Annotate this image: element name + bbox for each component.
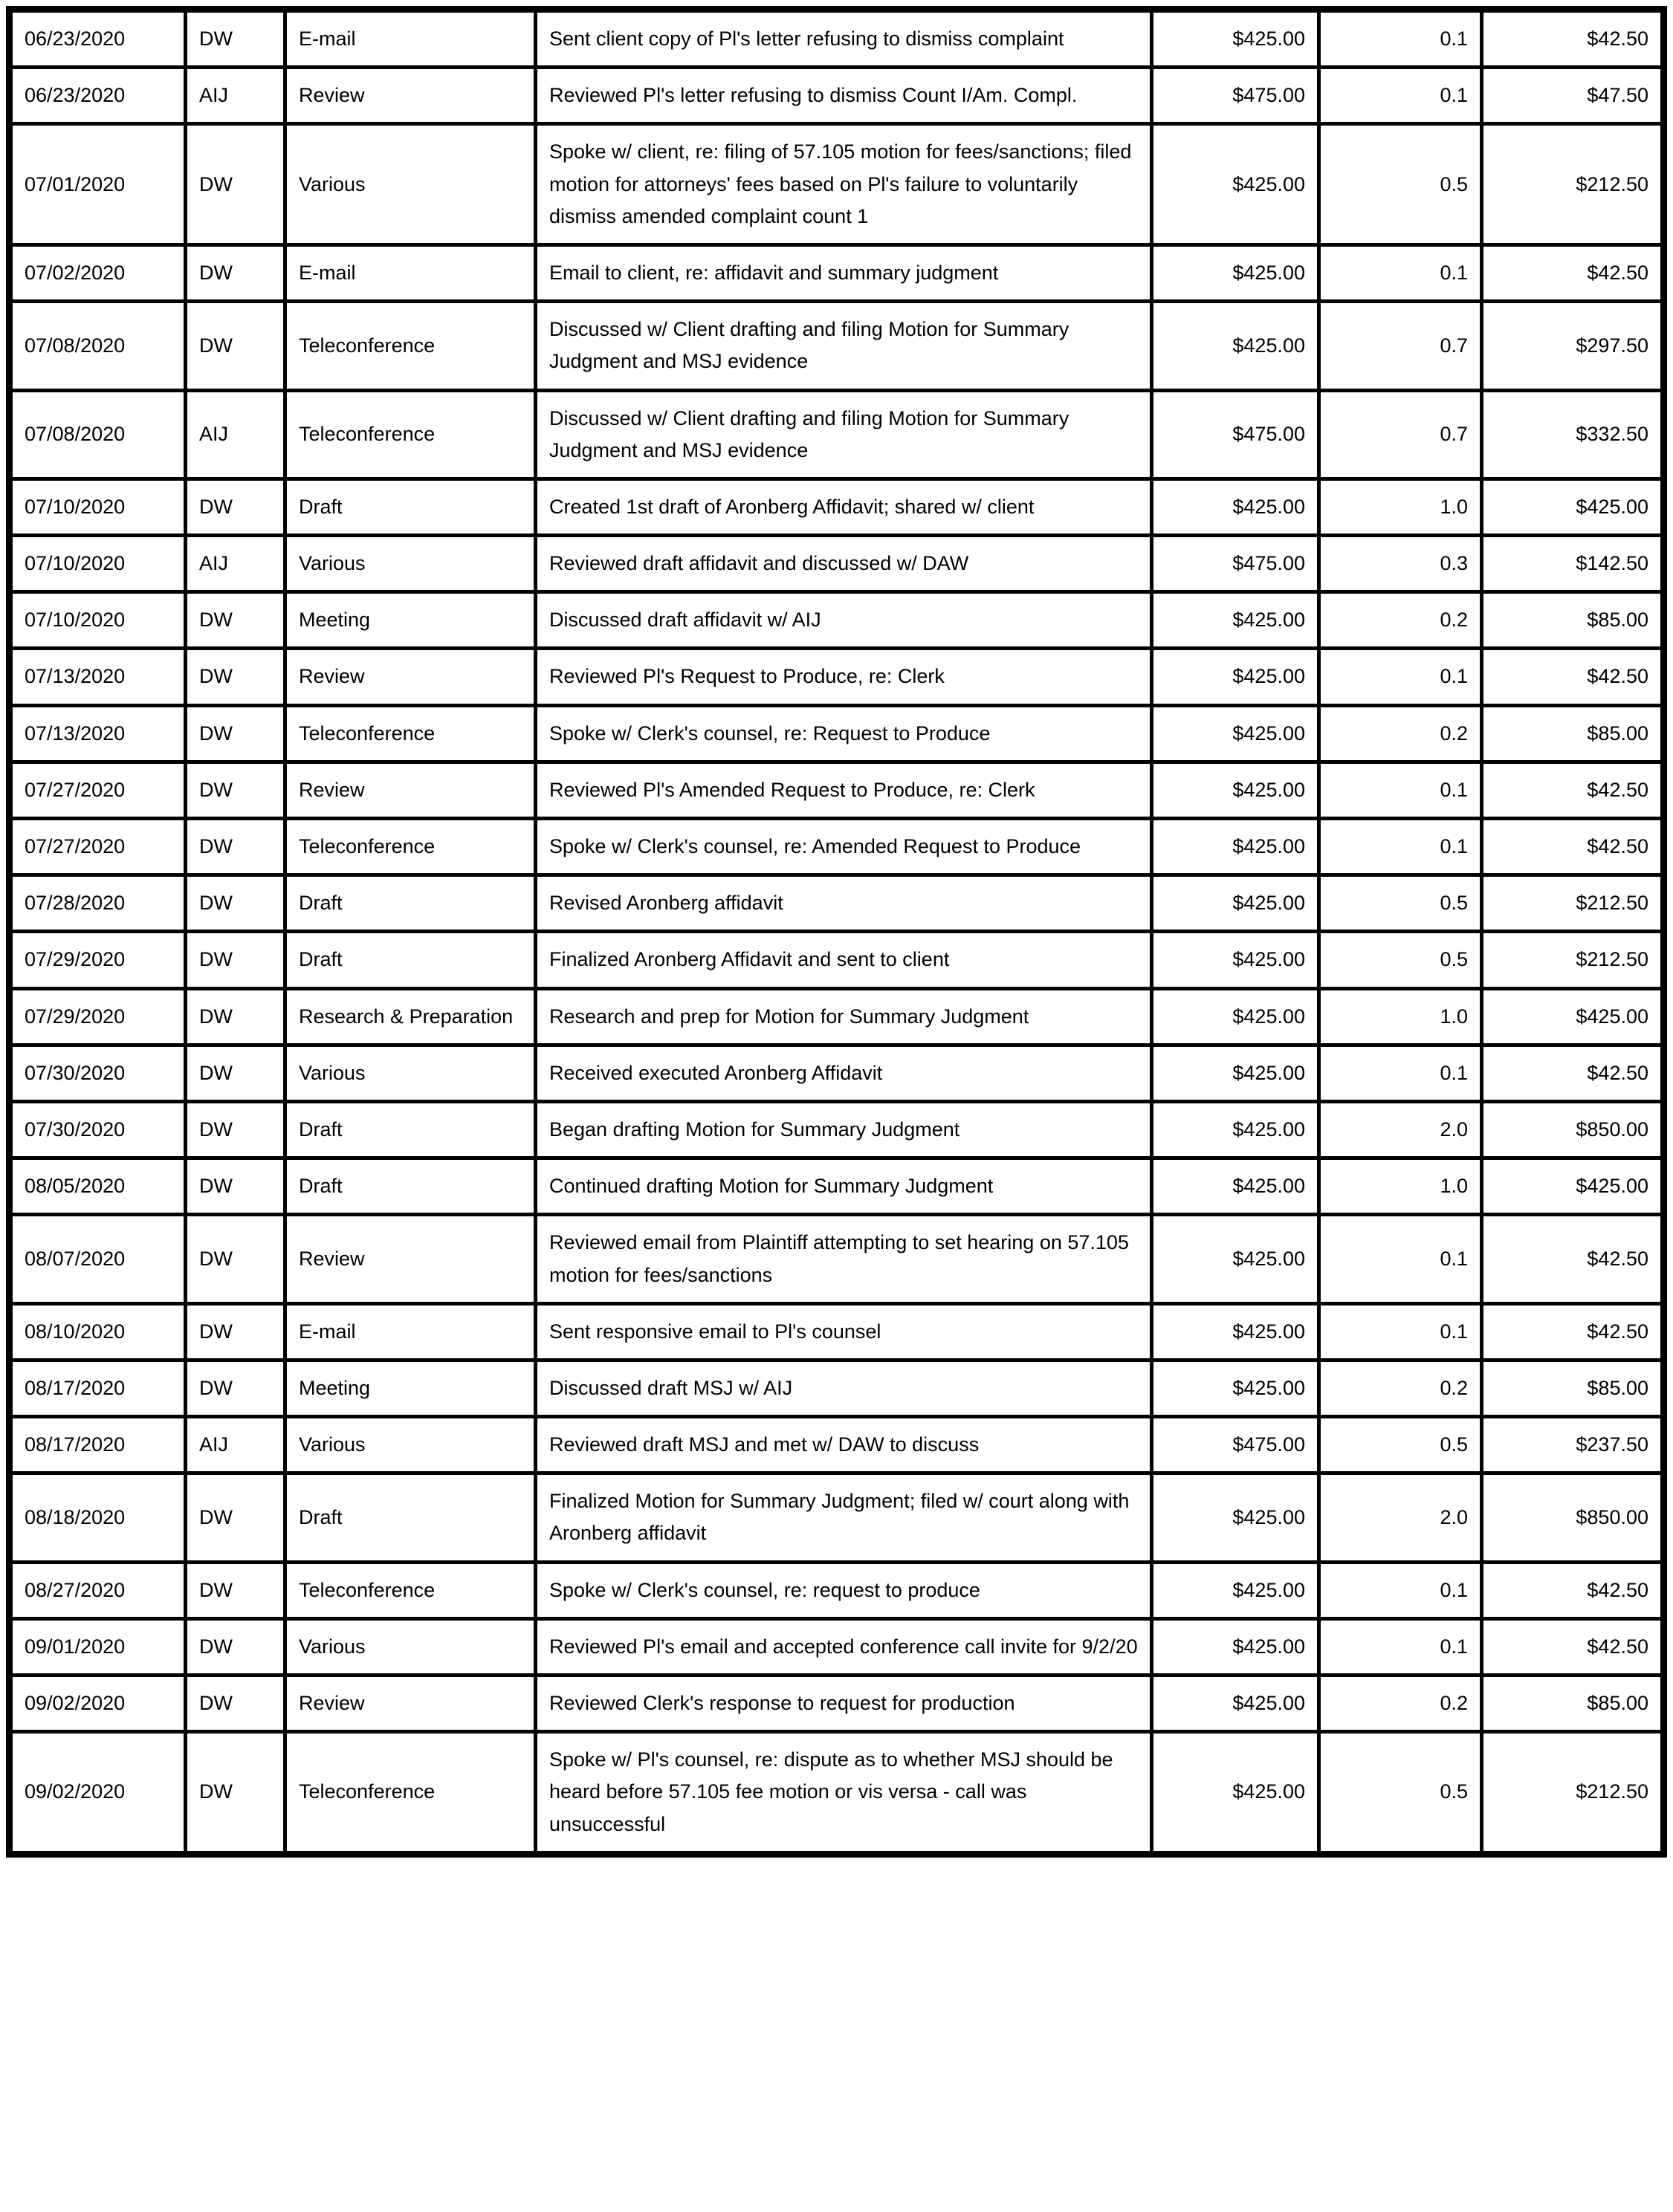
amount-cell: $42.50	[1482, 244, 1664, 301]
activity-cell: Various	[285, 1618, 536, 1675]
timekeeper-cell: DW	[186, 1360, 285, 1416]
description-cell: Spoke w/ Pl's counsel, re: dispute as to whether MSJ should be heard before 57.105 fee motion or vis versa - call was unsuccessful	[536, 1732, 1152, 1855]
rate-cell: $425.00	[1152, 1045, 1319, 1101]
activity-cell: Draft	[285, 932, 536, 988]
hours-cell: 2.0	[1319, 1473, 1482, 1562]
date-cell: 07/29/2020	[10, 988, 186, 1045]
description-cell: Finalized Aronberg Affidavit and sent to client	[536, 932, 1152, 988]
activity-cell: Teleconference	[285, 1562, 536, 1618]
description-cell: Reviewed Clerk's response to request for production	[536, 1676, 1152, 1732]
hours-cell: 0.2	[1319, 1676, 1482, 1732]
timekeeper-cell: DW	[186, 1618, 285, 1675]
description-cell: Spoke w/ Clerk's counsel, re: Request to Produce	[536, 705, 1152, 762]
timekeeper-cell: DW	[186, 1732, 285, 1855]
activity-cell: Various	[285, 1417, 536, 1473]
rate-cell: $425.00	[1152, 705, 1319, 762]
hours-cell: 0.1	[1319, 1215, 1482, 1303]
rate-cell: $425.00	[1152, 1562, 1319, 1618]
date-cell: 07/01/2020	[10, 124, 186, 245]
hours-cell: 0.5	[1319, 932, 1482, 988]
table-row	[10, 592, 1664, 649]
rate-cell: $425.00	[1152, 1473, 1319, 1562]
amount-cell: $42.50	[1482, 649, 1664, 705]
amount-cell: $47.50	[1482, 68, 1664, 124]
description-cell: Received executed Aronberg Affidavit	[536, 1045, 1152, 1101]
rate-cell: $425.00	[1152, 988, 1319, 1045]
date-cell: 07/10/2020	[10, 592, 186, 649]
activity-cell: Draft	[285, 875, 536, 932]
hours-cell: 0.1	[1319, 244, 1482, 301]
timekeeper-cell: DW	[186, 302, 285, 390]
date-cell: 07/10/2020	[10, 479, 186, 535]
date-cell: 08/07/2020	[10, 1215, 186, 1303]
rate-cell: $425.00	[1152, 932, 1319, 988]
description-cell: Discussed w/ Client drafting and filing Motion for Summary Judgment and MSJ evidence	[536, 390, 1152, 479]
description-cell: Continued drafting Motion for Summary Judgment	[536, 1158, 1152, 1215]
table-row	[10, 124, 1664, 245]
table-row	[10, 1215, 1664, 1303]
timekeeper-cell: DW	[186, 592, 285, 649]
amount-cell: $42.50	[1482, 1303, 1664, 1360]
table-row	[10, 68, 1664, 124]
timekeeper-cell: DW	[186, 1303, 285, 1360]
description-cell: Spoke w/ Clerk's counsel, re: request to produce	[536, 1562, 1152, 1618]
hours-cell: 0.1	[1319, 649, 1482, 705]
table-row	[10, 1303, 1664, 1360]
amount-cell: $42.50	[1482, 1215, 1664, 1303]
rate-cell: $475.00	[1152, 536, 1319, 592]
table-row	[10, 1562, 1664, 1618]
activity-cell: Draft	[285, 1158, 536, 1215]
timekeeper-cell: DW	[186, 124, 285, 245]
activity-cell: Teleconference	[285, 1732, 536, 1855]
amount-cell: $85.00	[1482, 705, 1664, 762]
hours-cell: 0.1	[1319, 68, 1482, 124]
hours-cell: 0.5	[1319, 1732, 1482, 1855]
hours-cell: 1.0	[1319, 1158, 1482, 1215]
date-cell: 07/30/2020	[10, 1101, 186, 1158]
description-cell: Reviewed email from Plaintiff attempting to set hearing on 57.105 motion for fees/sanctions	[536, 1215, 1152, 1303]
activity-cell: Various	[285, 536, 536, 592]
timekeeper-cell: DW	[186, 10, 285, 68]
table-row	[10, 1473, 1664, 1562]
rate-cell: $425.00	[1152, 1732, 1319, 1855]
amount-cell: $85.00	[1482, 592, 1664, 649]
description-cell: Spoke w/ Clerk's counsel, re: Amended Request to Produce	[536, 819, 1152, 875]
hours-cell: 0.5	[1319, 875, 1482, 932]
table-row	[10, 302, 1664, 390]
description-cell: Finalized Motion for Summary Judgment; filed w/ court along with Aronberg affidavit	[536, 1473, 1152, 1562]
date-cell: 07/08/2020	[10, 302, 186, 390]
date-cell: 09/02/2020	[10, 1676, 186, 1732]
rate-cell: $425.00	[1152, 592, 1319, 649]
table-row	[10, 819, 1664, 875]
date-cell: 07/27/2020	[10, 819, 186, 875]
table-row	[10, 988, 1664, 1045]
description-cell: Created 1st draft of Aronberg Affidavit; shared w/ client	[536, 479, 1152, 535]
amount-cell: $42.50	[1482, 1618, 1664, 1675]
activity-cell: Various	[285, 1045, 536, 1101]
amount-cell: $42.50	[1482, 1045, 1664, 1101]
rate-cell: $425.00	[1152, 649, 1319, 705]
description-cell: Sent responsive email to Pl's counsel	[536, 1303, 1152, 1360]
activity-cell: Meeting	[285, 592, 536, 649]
date-cell: 07/28/2020	[10, 875, 186, 932]
date-cell: 09/01/2020	[10, 1618, 186, 1675]
date-cell: 07/13/2020	[10, 705, 186, 762]
hours-cell: 0.1	[1319, 1045, 1482, 1101]
table-row	[10, 244, 1664, 301]
timekeeper-cell: AIJ	[186, 536, 285, 592]
timekeeper-cell: DW	[186, 819, 285, 875]
hours-cell: 0.1	[1319, 1618, 1482, 1675]
timekeeper-cell: AIJ	[186, 390, 285, 479]
amount-cell: $42.50	[1482, 819, 1664, 875]
description-cell: Reviewed draft MSJ and met w/ DAW to discuss	[536, 1417, 1152, 1473]
hours-cell: 0.1	[1319, 1562, 1482, 1618]
table-row	[10, 10, 1664, 68]
activity-cell: Draft	[285, 1101, 536, 1158]
hours-cell: 0.1	[1319, 762, 1482, 818]
date-cell: 09/02/2020	[10, 1732, 186, 1855]
date-cell: 07/02/2020	[10, 244, 186, 301]
timekeeper-cell: DW	[186, 244, 285, 301]
table-row	[10, 479, 1664, 535]
table-row	[10, 536, 1664, 592]
hours-cell: 0.1	[1319, 819, 1482, 875]
hours-cell: 0.7	[1319, 302, 1482, 390]
timekeeper-cell: DW	[186, 1215, 285, 1303]
timekeeper-cell: AIJ	[186, 68, 285, 124]
hours-cell: 1.0	[1319, 479, 1482, 535]
hours-cell: 0.1	[1319, 10, 1482, 68]
rate-cell: $425.00	[1152, 875, 1319, 932]
table-row	[10, 932, 1664, 988]
hours-cell: 1.0	[1319, 988, 1482, 1045]
rate-cell: $425.00	[1152, 1158, 1319, 1215]
activity-cell: Review	[285, 1215, 536, 1303]
timekeeper-cell: DW	[186, 1676, 285, 1732]
activity-cell: Research & Preparation	[285, 988, 536, 1045]
rate-cell: $475.00	[1152, 1417, 1319, 1473]
timekeeper-cell: DW	[186, 1045, 285, 1101]
description-cell: Research and prep for Motion for Summary Judgment	[536, 988, 1152, 1045]
description-cell: Discussed w/ Client drafting and filing Motion for Summary Judgment and MSJ evidence	[536, 302, 1152, 390]
activity-cell: Teleconference	[285, 705, 536, 762]
timekeeper-cell: DW	[186, 875, 285, 932]
timekeeper-cell: DW	[186, 1101, 285, 1158]
description-cell: Sent client copy of Pl's letter refusing to dismiss complaint	[536, 10, 1152, 68]
rate-cell: $425.00	[1152, 1303, 1319, 1360]
table-row	[10, 1158, 1664, 1215]
date-cell: 08/17/2020	[10, 1360, 186, 1416]
hours-cell: 0.2	[1319, 705, 1482, 762]
rate-cell: $425.00	[1152, 1618, 1319, 1675]
hours-cell: 0.3	[1319, 536, 1482, 592]
date-cell: 08/05/2020	[10, 1158, 186, 1215]
description-cell: Revised Aronberg affidavit	[536, 875, 1152, 932]
amount-cell: $297.50	[1482, 302, 1664, 390]
activity-cell: E-mail	[285, 1303, 536, 1360]
timekeeper-cell: AIJ	[186, 1417, 285, 1473]
amount-cell: $425.00	[1482, 988, 1664, 1045]
rate-cell: $425.00	[1152, 1360, 1319, 1416]
amount-cell: $85.00	[1482, 1360, 1664, 1416]
activity-cell: Review	[285, 762, 536, 818]
table-row	[10, 390, 1664, 479]
date-cell: 07/27/2020	[10, 762, 186, 818]
amount-cell: $42.50	[1482, 10, 1664, 68]
timekeeper-cell: DW	[186, 1473, 285, 1562]
activity-cell: Teleconference	[285, 390, 536, 479]
description-cell: Reviewed draft affidavit and discussed w/ DAW	[536, 536, 1152, 592]
timekeeper-cell: DW	[186, 649, 285, 705]
table-row	[10, 1045, 1664, 1101]
timekeeper-cell: DW	[186, 988, 285, 1045]
date-cell: 08/27/2020	[10, 1562, 186, 1618]
rate-cell: $425.00	[1152, 1215, 1319, 1303]
rate-cell: $425.00	[1152, 1676, 1319, 1732]
hours-cell: 0.2	[1319, 1360, 1482, 1416]
timekeeper-cell: DW	[186, 479, 285, 535]
amount-cell: $212.50	[1482, 124, 1664, 245]
timekeeper-cell: DW	[186, 1562, 285, 1618]
timekeeper-cell: DW	[186, 1158, 285, 1215]
rate-cell: $475.00	[1152, 390, 1319, 479]
billing-table	[6, 6, 1667, 1858]
activity-cell: Draft	[285, 479, 536, 535]
timekeeper-cell: DW	[186, 705, 285, 762]
rate-cell: $425.00	[1152, 302, 1319, 390]
table-row	[10, 762, 1664, 818]
amount-cell: $212.50	[1482, 1732, 1664, 1855]
activity-cell: Meeting	[285, 1360, 536, 1416]
amount-cell: $850.00	[1482, 1101, 1664, 1158]
table-row	[10, 1417, 1664, 1473]
amount-cell: $42.50	[1482, 762, 1664, 818]
amount-cell: $42.50	[1482, 1562, 1664, 1618]
date-cell: 07/29/2020	[10, 932, 186, 988]
date-cell: 07/30/2020	[10, 1045, 186, 1101]
description-cell: Reviewed Pl's email and accepted conference call invite for 9/2/20	[536, 1618, 1152, 1675]
hours-cell: 2.0	[1319, 1101, 1482, 1158]
hours-cell: 0.2	[1319, 592, 1482, 649]
description-cell: Discussed draft MSJ w/ AIJ	[536, 1360, 1152, 1416]
rate-cell: $425.00	[1152, 244, 1319, 301]
amount-cell: $850.00	[1482, 1473, 1664, 1562]
amount-cell: $425.00	[1482, 1158, 1664, 1215]
date-cell: 07/10/2020	[10, 536, 186, 592]
date-cell: 07/08/2020	[10, 390, 186, 479]
rate-cell: $425.00	[1152, 819, 1319, 875]
table-row	[10, 1101, 1664, 1158]
activity-cell: E-mail	[285, 244, 536, 301]
table-row	[10, 705, 1664, 762]
rate-cell: $425.00	[1152, 124, 1319, 245]
date-cell: 07/13/2020	[10, 649, 186, 705]
hours-cell: 0.7	[1319, 390, 1482, 479]
rate-cell: $425.00	[1152, 1101, 1319, 1158]
rate-cell: $425.00	[1152, 762, 1319, 818]
description-cell: Began drafting Motion for Summary Judgment	[536, 1101, 1152, 1158]
rate-cell: $425.00	[1152, 479, 1319, 535]
activity-cell: Draft	[285, 1473, 536, 1562]
hours-cell: 0.5	[1319, 1417, 1482, 1473]
amount-cell: $332.50	[1482, 390, 1664, 479]
amount-cell: $212.50	[1482, 875, 1664, 932]
description-cell: Reviewed Pl's Amended Request to Produce, re: Clerk	[536, 762, 1152, 818]
date-cell: 08/18/2020	[10, 1473, 186, 1562]
activity-cell: Review	[285, 1676, 536, 1732]
hours-cell: 0.5	[1319, 124, 1482, 245]
table-row	[10, 1676, 1664, 1732]
activity-cell: Review	[285, 68, 536, 124]
timekeeper-cell: DW	[186, 932, 285, 988]
amount-cell: $85.00	[1482, 1676, 1664, 1732]
date-cell: 06/23/2020	[10, 10, 186, 68]
activity-cell: Various	[285, 124, 536, 245]
description-cell: Reviewed Pl's Request to Produce, re: Clerk	[536, 649, 1152, 705]
table-row	[10, 875, 1664, 932]
description-cell: Email to client, re: affidavit and summary judgment	[536, 244, 1152, 301]
amount-cell: $212.50	[1482, 932, 1664, 988]
activity-cell: E-mail	[285, 10, 536, 68]
amount-cell: $425.00	[1482, 479, 1664, 535]
amount-cell: $237.50	[1482, 1417, 1664, 1473]
table-row	[10, 649, 1664, 705]
activity-cell: Teleconference	[285, 819, 536, 875]
activity-cell: Teleconference	[285, 302, 536, 390]
date-cell: 08/17/2020	[10, 1417, 186, 1473]
table-row	[10, 1618, 1664, 1675]
description-cell: Discussed draft affidavit w/ AIJ	[536, 592, 1152, 649]
rate-cell: $475.00	[1152, 68, 1319, 124]
table-row	[10, 1732, 1664, 1855]
hours-cell: 0.1	[1319, 1303, 1482, 1360]
date-cell: 08/10/2020	[10, 1303, 186, 1360]
date-cell: 06/23/2020	[10, 68, 186, 124]
description-cell: Reviewed Pl's letter refusing to dismiss Count I/Am. Compl.	[536, 68, 1152, 124]
activity-cell: Review	[285, 649, 536, 705]
table-row	[10, 1360, 1664, 1416]
amount-cell: $142.50	[1482, 536, 1664, 592]
rate-cell: $425.00	[1152, 10, 1319, 68]
description-cell: Spoke w/ client, re: filing of 57.105 motion for fees/sanctions; filed motion for attorneys' fees based on Pl's failure to voluntarily dismiss amended complaint count 1	[536, 124, 1152, 245]
timekeeper-cell: DW	[186, 762, 285, 818]
